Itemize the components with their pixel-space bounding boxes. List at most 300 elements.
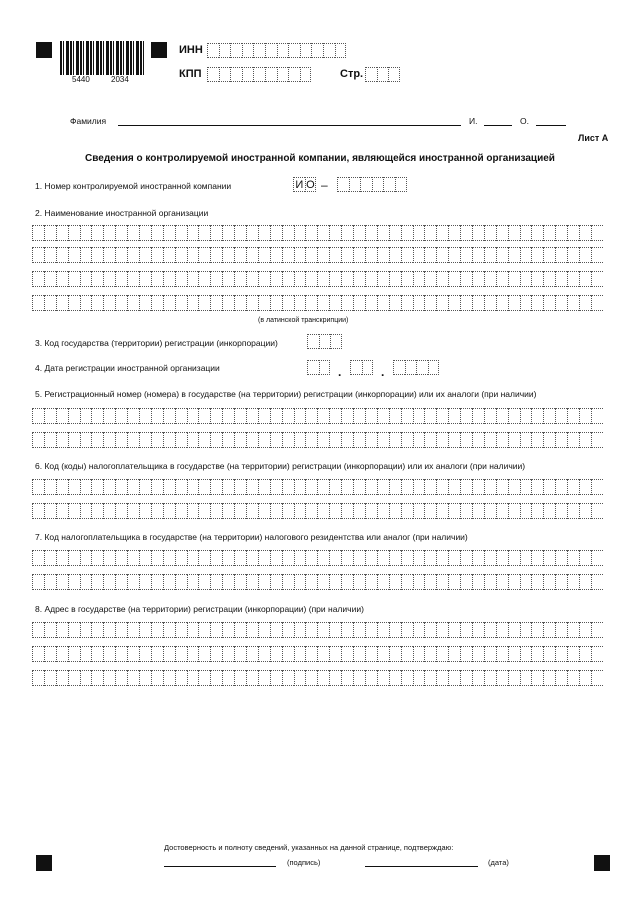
char-cell[interactable] bbox=[187, 670, 199, 686]
char-cell[interactable] bbox=[246, 295, 258, 311]
char-cell[interactable] bbox=[496, 408, 508, 424]
char-cell[interactable] bbox=[103, 432, 115, 448]
char-cell[interactable] bbox=[555, 503, 567, 519]
char-cell[interactable] bbox=[460, 503, 472, 519]
char-cell[interactable] bbox=[294, 670, 306, 686]
char-cell[interactable] bbox=[56, 225, 68, 241]
char-cell[interactable] bbox=[270, 574, 282, 590]
char-cell[interactable] bbox=[222, 432, 234, 448]
char-cell[interactable] bbox=[127, 550, 139, 566]
char-cell[interactable] bbox=[198, 225, 210, 241]
char-cell[interactable] bbox=[294, 271, 306, 287]
char-cell[interactable] bbox=[484, 622, 496, 638]
char-cell[interactable] bbox=[436, 432, 448, 448]
char-cell[interactable] bbox=[222, 622, 234, 638]
char-cell[interactable] bbox=[91, 479, 103, 495]
char-cell[interactable] bbox=[543, 479, 555, 495]
char-cell[interactable] bbox=[210, 622, 222, 638]
char-cell[interactable] bbox=[115, 574, 127, 590]
char-cell[interactable] bbox=[329, 646, 341, 662]
char-cell[interactable] bbox=[91, 225, 103, 241]
char-cell[interactable] bbox=[91, 408, 103, 424]
char-cell[interactable] bbox=[567, 670, 579, 686]
char-cell[interactable] bbox=[234, 479, 246, 495]
char-cell[interactable] bbox=[591, 670, 603, 686]
char-cell[interactable] bbox=[496, 550, 508, 566]
char-cell[interactable] bbox=[44, 271, 56, 287]
char-cell[interactable] bbox=[68, 646, 80, 662]
char-cell[interactable] bbox=[210, 670, 222, 686]
char-cell[interactable] bbox=[520, 225, 532, 241]
char-cell[interactable] bbox=[329, 503, 341, 519]
char-cell[interactable] bbox=[424, 271, 436, 287]
char-cell[interactable] bbox=[91, 295, 103, 311]
char-cell[interactable] bbox=[288, 67, 300, 82]
char-cell[interactable] bbox=[115, 295, 127, 311]
char-cell[interactable] bbox=[393, 360, 405, 375]
char-cell[interactable] bbox=[508, 574, 520, 590]
field-7-row[interactable] bbox=[32, 550, 603, 566]
char-cell[interactable] bbox=[579, 247, 591, 263]
char-cell[interactable] bbox=[520, 503, 532, 519]
char-cell[interactable] bbox=[198, 247, 210, 263]
char-cell[interactable] bbox=[579, 225, 591, 241]
char-cell[interactable] bbox=[163, 622, 175, 638]
char-cell[interactable] bbox=[543, 432, 555, 448]
char-cell[interactable] bbox=[234, 550, 246, 566]
char-cell[interactable] bbox=[472, 225, 484, 241]
char-cell[interactable] bbox=[388, 67, 400, 82]
char-cell[interactable] bbox=[472, 479, 484, 495]
char-cell[interactable] bbox=[151, 670, 163, 686]
char-cell[interactable] bbox=[317, 622, 329, 638]
char-cell[interactable] bbox=[175, 432, 187, 448]
char-cell[interactable] bbox=[496, 432, 508, 448]
char-cell[interactable] bbox=[531, 247, 543, 263]
char-cell[interactable] bbox=[401, 550, 413, 566]
char-cell[interactable] bbox=[242, 43, 254, 58]
char-cell[interactable] bbox=[591, 295, 603, 311]
char-cell[interactable] bbox=[222, 646, 234, 662]
char-cell[interactable] bbox=[341, 670, 353, 686]
char-cell[interactable] bbox=[448, 646, 460, 662]
char-cell[interactable] bbox=[531, 479, 543, 495]
char-cell[interactable] bbox=[448, 574, 460, 590]
char-cell[interactable] bbox=[377, 670, 389, 686]
char-cell[interactable] bbox=[80, 271, 92, 287]
char-cell[interactable] bbox=[543, 408, 555, 424]
char-cell[interactable] bbox=[317, 670, 329, 686]
char-cell[interactable] bbox=[448, 295, 460, 311]
char-cell[interactable] bbox=[413, 622, 425, 638]
char-cell[interactable] bbox=[436, 574, 448, 590]
char-cell[interactable] bbox=[353, 408, 365, 424]
field-8-row[interactable] bbox=[32, 646, 603, 662]
char-cell[interactable] bbox=[520, 646, 532, 662]
char-cell[interactable] bbox=[484, 408, 496, 424]
char-cell[interactable] bbox=[341, 550, 353, 566]
char-cell[interactable] bbox=[472, 247, 484, 263]
char-cell[interactable] bbox=[270, 550, 282, 566]
char-cell[interactable] bbox=[234, 247, 246, 263]
char-cell[interactable] bbox=[32, 574, 44, 590]
char-cell[interactable] bbox=[460, 622, 472, 638]
char-cell[interactable] bbox=[329, 271, 341, 287]
char-cell[interactable] bbox=[508, 271, 520, 287]
char-cell[interactable] bbox=[317, 408, 329, 424]
char-cell[interactable] bbox=[353, 247, 365, 263]
char-cell[interactable] bbox=[210, 225, 222, 241]
char-cell[interactable] bbox=[139, 670, 151, 686]
char-cell[interactable] bbox=[508, 432, 520, 448]
char-cell[interactable] bbox=[377, 432, 389, 448]
char-cell[interactable] bbox=[329, 225, 341, 241]
char-cell[interactable] bbox=[175, 574, 187, 590]
char-cell[interactable] bbox=[377, 408, 389, 424]
char-cell[interactable] bbox=[305, 550, 317, 566]
char-cell[interactable] bbox=[353, 225, 365, 241]
char-cell[interactable] bbox=[365, 225, 377, 241]
char-cell[interactable] bbox=[246, 271, 258, 287]
char-cell[interactable] bbox=[496, 479, 508, 495]
char-cell[interactable] bbox=[311, 43, 323, 58]
char-cell[interactable] bbox=[319, 360, 331, 375]
char-cell[interactable] bbox=[187, 271, 199, 287]
char-cell[interactable] bbox=[305, 432, 317, 448]
char-cell[interactable] bbox=[80, 247, 92, 263]
char-cell[interactable] bbox=[377, 225, 389, 241]
char-cell[interactable] bbox=[531, 646, 543, 662]
char-cell[interactable] bbox=[56, 550, 68, 566]
field-2-row[interactable] bbox=[32, 295, 603, 311]
char-cell[interactable] bbox=[460, 295, 472, 311]
char-cell[interactable] bbox=[472, 574, 484, 590]
char-cell[interactable] bbox=[68, 295, 80, 311]
char-cell[interactable] bbox=[317, 247, 329, 263]
char-cell[interactable] bbox=[555, 295, 567, 311]
char-cell[interactable] bbox=[413, 271, 425, 287]
char-cell[interactable] bbox=[460, 225, 472, 241]
char-cell[interactable] bbox=[32, 225, 44, 241]
char-cell[interactable] bbox=[377, 503, 389, 519]
char-cell[interactable] bbox=[103, 622, 115, 638]
char-cell[interactable] bbox=[377, 574, 389, 590]
char-cell[interactable] bbox=[282, 408, 294, 424]
char-cell[interactable] bbox=[258, 670, 270, 686]
char-cell[interactable] bbox=[531, 622, 543, 638]
char-cell[interactable] bbox=[44, 432, 56, 448]
char-cell[interactable] bbox=[341, 408, 353, 424]
char-cell[interactable] bbox=[91, 670, 103, 686]
char-cell[interactable] bbox=[127, 479, 139, 495]
char-cell[interactable] bbox=[330, 334, 342, 349]
char-cell[interactable] bbox=[32, 646, 44, 662]
char-cell[interactable] bbox=[127, 247, 139, 263]
char-cell[interactable] bbox=[139, 479, 151, 495]
char-cell[interactable] bbox=[424, 225, 436, 241]
char-cell[interactable] bbox=[401, 225, 413, 241]
char-cell[interactable] bbox=[44, 225, 56, 241]
char-cell[interactable] bbox=[294, 432, 306, 448]
char-cell[interactable] bbox=[282, 622, 294, 638]
char-cell[interactable] bbox=[520, 622, 532, 638]
char-cell[interactable] bbox=[246, 432, 258, 448]
char-cell[interactable] bbox=[448, 225, 460, 241]
char-cell[interactable] bbox=[424, 503, 436, 519]
char-cell[interactable] bbox=[353, 550, 365, 566]
char-cell[interactable] bbox=[115, 247, 127, 263]
char-cell[interactable] bbox=[68, 247, 80, 263]
char-cell[interactable] bbox=[305, 574, 317, 590]
char-cell[interactable] bbox=[222, 225, 234, 241]
char-cell[interactable] bbox=[282, 271, 294, 287]
char-cell[interactable] bbox=[377, 550, 389, 566]
char-cell[interactable] bbox=[323, 43, 335, 58]
char-cell[interactable] bbox=[210, 574, 222, 590]
char-cell[interactable] bbox=[353, 295, 365, 311]
char-cell[interactable] bbox=[270, 271, 282, 287]
char-cell[interactable] bbox=[448, 503, 460, 519]
char-cell[interactable] bbox=[187, 432, 199, 448]
char-cell[interactable] bbox=[317, 646, 329, 662]
char-cell[interactable] bbox=[496, 503, 508, 519]
char-cell[interactable] bbox=[413, 295, 425, 311]
char-cell[interactable] bbox=[520, 271, 532, 287]
char-cell[interactable] bbox=[365, 247, 377, 263]
char-cell[interactable] bbox=[329, 432, 341, 448]
char-cell[interactable] bbox=[294, 225, 306, 241]
char-cell[interactable] bbox=[151, 646, 163, 662]
char-cell[interactable] bbox=[484, 670, 496, 686]
char-cell[interactable] bbox=[151, 408, 163, 424]
char-cell[interactable] bbox=[365, 432, 377, 448]
char-cell[interactable] bbox=[127, 295, 139, 311]
char-cell[interactable] bbox=[377, 247, 389, 263]
char-cell[interactable] bbox=[317, 295, 329, 311]
char-cell[interactable] bbox=[198, 550, 210, 566]
char-cell[interactable] bbox=[591, 503, 603, 519]
char-cell[interactable] bbox=[555, 574, 567, 590]
char-cell[interactable] bbox=[44, 295, 56, 311]
char-cell[interactable] bbox=[436, 503, 448, 519]
char-cell[interactable] bbox=[234, 225, 246, 241]
char-cell[interactable] bbox=[365, 408, 377, 424]
char-cell[interactable] bbox=[579, 550, 591, 566]
char-cell[interactable] bbox=[277, 43, 289, 58]
char-cell[interactable] bbox=[341, 479, 353, 495]
char-cell[interactable] bbox=[270, 670, 282, 686]
char-cell[interactable] bbox=[365, 646, 377, 662]
char-cell[interactable] bbox=[591, 479, 603, 495]
char-cell[interactable] bbox=[319, 334, 331, 349]
char-cell[interactable] bbox=[80, 646, 92, 662]
char-cell[interactable] bbox=[175, 670, 187, 686]
char-cell[interactable] bbox=[139, 247, 151, 263]
char-cell[interactable] bbox=[103, 503, 115, 519]
char-cell[interactable] bbox=[282, 479, 294, 495]
field-7-row[interactable] bbox=[32, 574, 603, 590]
char-cell[interactable] bbox=[353, 503, 365, 519]
char-cell[interactable] bbox=[472, 271, 484, 287]
char-cell[interactable] bbox=[163, 574, 175, 590]
char-cell[interactable] bbox=[198, 295, 210, 311]
char-cell[interactable] bbox=[56, 247, 68, 263]
char-cell[interactable] bbox=[151, 225, 163, 241]
char-cell[interactable] bbox=[187, 247, 199, 263]
char-cell[interactable] bbox=[198, 479, 210, 495]
char-cell[interactable] bbox=[413, 479, 425, 495]
char-cell[interactable] bbox=[198, 670, 210, 686]
char-cell[interactable] bbox=[282, 225, 294, 241]
char-cell[interactable] bbox=[198, 432, 210, 448]
char-cell[interactable] bbox=[508, 225, 520, 241]
char-cell[interactable] bbox=[294, 622, 306, 638]
char-cell[interactable] bbox=[282, 503, 294, 519]
char-cell[interactable] bbox=[270, 408, 282, 424]
char-cell[interactable] bbox=[242, 67, 254, 82]
char-cell[interactable] bbox=[270, 247, 282, 263]
char-cell[interactable] bbox=[258, 550, 270, 566]
char-cell[interactable] bbox=[543, 295, 555, 311]
initial-i-line[interactable] bbox=[484, 125, 512, 126]
char-cell[interactable] bbox=[484, 247, 496, 263]
char-cell[interactable] bbox=[139, 271, 151, 287]
char-cell[interactable] bbox=[210, 432, 222, 448]
char-cell[interactable] bbox=[448, 432, 460, 448]
char-cell[interactable] bbox=[365, 574, 377, 590]
char-cell[interactable] bbox=[472, 503, 484, 519]
char-cell[interactable] bbox=[591, 247, 603, 263]
char-cell[interactable] bbox=[80, 550, 92, 566]
char-cell[interactable] bbox=[389, 622, 401, 638]
char-cell[interactable] bbox=[508, 646, 520, 662]
char-cell[interactable] bbox=[103, 670, 115, 686]
char-cell[interactable] bbox=[127, 432, 139, 448]
char-cell[interactable] bbox=[365, 295, 377, 311]
char-cell[interactable] bbox=[389, 479, 401, 495]
char-cell[interactable] bbox=[508, 503, 520, 519]
char-cell[interactable] bbox=[163, 295, 175, 311]
char-cell[interactable] bbox=[531, 408, 543, 424]
char-cell[interactable] bbox=[401, 247, 413, 263]
char-cell[interactable] bbox=[222, 295, 234, 311]
char-cell[interactable] bbox=[234, 271, 246, 287]
char-cell[interactable] bbox=[428, 360, 440, 375]
char-cell[interactable] bbox=[496, 225, 508, 241]
char-cell[interactable] bbox=[246, 670, 258, 686]
char-cell[interactable] bbox=[151, 574, 163, 590]
char-cell[interactable] bbox=[103, 271, 115, 287]
char-cell[interactable] bbox=[230, 43, 242, 58]
char-cell[interactable] bbox=[436, 646, 448, 662]
char-cell[interactable] bbox=[91, 432, 103, 448]
char-cell[interactable] bbox=[210, 550, 222, 566]
char-cell[interactable] bbox=[68, 670, 80, 686]
char-cell[interactable] bbox=[436, 225, 448, 241]
char-cell[interactable] bbox=[139, 225, 151, 241]
char-cell[interactable] bbox=[258, 247, 270, 263]
char-cell[interactable] bbox=[288, 43, 300, 58]
char-cell[interactable] bbox=[103, 550, 115, 566]
char-cell[interactable] bbox=[413, 225, 425, 241]
char-cell[interactable] bbox=[294, 479, 306, 495]
char-cell[interactable] bbox=[591, 271, 603, 287]
char-cell[interactable] bbox=[362, 360, 374, 375]
char-cell[interactable] bbox=[305, 479, 317, 495]
char-cell[interactable] bbox=[531, 225, 543, 241]
char-cell[interactable] bbox=[246, 408, 258, 424]
char-cell[interactable] bbox=[472, 670, 484, 686]
char-cell[interactable] bbox=[294, 408, 306, 424]
char-cell[interactable] bbox=[210, 271, 222, 287]
char-cell[interactable] bbox=[127, 670, 139, 686]
char-cell[interactable] bbox=[448, 247, 460, 263]
char-cell[interactable] bbox=[389, 503, 401, 519]
char-cell[interactable] bbox=[175, 408, 187, 424]
char-cell[interactable] bbox=[448, 479, 460, 495]
char-cell[interactable] bbox=[305, 503, 317, 519]
char-cell[interactable] bbox=[401, 432, 413, 448]
char-cell[interactable] bbox=[246, 574, 258, 590]
char-cell[interactable] bbox=[460, 432, 472, 448]
char-cell[interactable] bbox=[317, 550, 329, 566]
date-line[interactable] bbox=[365, 866, 478, 867]
char-cell[interactable] bbox=[187, 550, 199, 566]
char-cell[interactable] bbox=[401, 670, 413, 686]
char-cell[interactable] bbox=[80, 225, 92, 241]
char-cell[interactable] bbox=[282, 295, 294, 311]
char-cell[interactable] bbox=[472, 432, 484, 448]
char-cell[interactable] bbox=[80, 622, 92, 638]
char-cell[interactable] bbox=[395, 177, 407, 192]
char-cell[interactable] bbox=[210, 247, 222, 263]
char-cell[interactable] bbox=[210, 479, 222, 495]
char-cell[interactable] bbox=[175, 295, 187, 311]
char-cell[interactable] bbox=[32, 479, 44, 495]
char-cell[interactable] bbox=[496, 622, 508, 638]
char-cell[interactable] bbox=[591, 574, 603, 590]
char-cell[interactable] bbox=[460, 550, 472, 566]
char-cell[interactable] bbox=[413, 432, 425, 448]
char-cell[interactable] bbox=[32, 247, 44, 263]
char-cell[interactable] bbox=[305, 646, 317, 662]
char-cell[interactable] bbox=[508, 550, 520, 566]
char-cell[interactable] bbox=[508, 295, 520, 311]
char-cell[interactable] bbox=[103, 479, 115, 495]
char-cell[interactable] bbox=[80, 670, 92, 686]
char-cell[interactable] bbox=[520, 247, 532, 263]
char-cell[interactable] bbox=[424, 408, 436, 424]
char-cell[interactable] bbox=[508, 670, 520, 686]
char-cell[interactable] bbox=[175, 247, 187, 263]
char-cell[interactable] bbox=[579, 574, 591, 590]
char-cell[interactable] bbox=[175, 622, 187, 638]
char-cell[interactable] bbox=[151, 247, 163, 263]
char-cell[interactable] bbox=[555, 479, 567, 495]
kpp-field[interactable] bbox=[207, 67, 311, 82]
char-cell[interactable] bbox=[163, 408, 175, 424]
char-cell[interactable] bbox=[389, 670, 401, 686]
char-cell[interactable] bbox=[520, 550, 532, 566]
char-cell[interactable] bbox=[305, 247, 317, 263]
char-cell[interactable] bbox=[555, 550, 567, 566]
char-cell[interactable] bbox=[282, 550, 294, 566]
char-cell[interactable] bbox=[115, 432, 127, 448]
char-cell[interactable] bbox=[258, 225, 270, 241]
char-cell[interactable] bbox=[270, 225, 282, 241]
field-4-month-input[interactable] bbox=[350, 360, 373, 375]
char-cell[interactable] bbox=[349, 177, 361, 192]
